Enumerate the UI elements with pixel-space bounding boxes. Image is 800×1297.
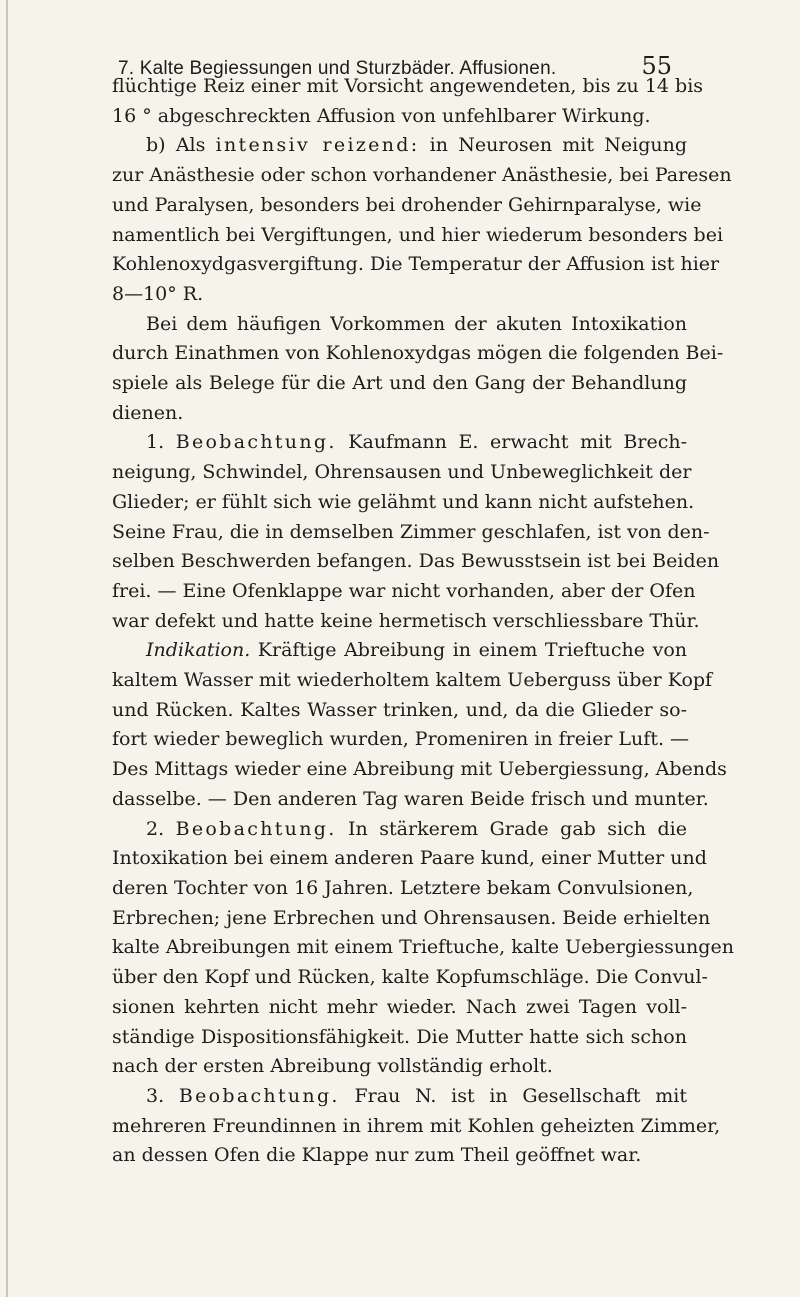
text-fragment: Kaufmann E. erwacht mit Brech- [336, 431, 688, 454]
text-line: deren Tochter von 16 Jahren. Letztere bekam Convulsionen, [112, 876, 694, 899]
spaced-emphasis: Beobachtung. [178, 1084, 340, 1107]
text-line: Glieder; er fühlt sich wie gelähmt und kann nicht aufstehen. [112, 490, 695, 513]
text-line: zur Anästhesie oder schon vorhandener Anästhesie, bei Paresen [112, 164, 732, 187]
body-text [112, 72, 734, 1171]
text-line: dienen. [112, 401, 184, 424]
text-line: nach der ersten Abreibung vollständig erholt. [112, 1055, 553, 1078]
text-line: Erbrechen; jene Erbrechen und Ohrensausen. Beide erhielten [112, 906, 711, 929]
text-line: durch Einathmen von Kohlenoxydgas mögen die folgenden Bei- [112, 342, 724, 365]
text-fragment: In stärkerem Grade gab sich die [336, 817, 687, 840]
text-line: mehreren Freundinnen in ihrem mit Kohlen geheizten Zimmer, [112, 1114, 721, 1137]
running-title: 7. Kalte Begiessungen und Sturzbäder. Affusionen. [118, 58, 557, 79]
text-line: Des Mittags wieder eine Abreibung mit Uebergiessung, Abends [112, 758, 727, 781]
list-marker: 3. [146, 1084, 179, 1107]
text-line [112, 428, 687, 458]
text-line: 8—10° R. [112, 282, 204, 305]
spaced-emphasis: Beobachtung. [175, 817, 337, 840]
text-line [112, 1082, 687, 1112]
text-line: neigung, Schwindel, Ohrensausen und Unbeweglichkeit der [112, 461, 692, 484]
text-fragment: in Neurosen mit Neigung [419, 134, 688, 157]
text-line: selben Beschwerden befangen. Das Bewusstsein ist bei Beiden [112, 550, 720, 573]
text-fragment: Frau N. ist in Gesellschaft mit [339, 1084, 688, 1107]
italic-emphasis: Indikation. [146, 639, 251, 662]
page-number: 55 [641, 52, 672, 80]
text-line: flüchtige Reiz einer mit Vorsicht angewendeten, bis zu 14 bis [112, 75, 704, 97]
spaced-emphasis: Beobachtung. [175, 431, 337, 454]
text-line: Seine Frau, die in demselben Zimmer geschlafen, ist von den- [112, 520, 710, 543]
text-line: ständige Dispositionsfähigkeit. Die Mutter hatte sich schon [112, 1025, 687, 1048]
text-line [112, 636, 687, 666]
text-line [112, 815, 687, 845]
list-marker: 1. [146, 431, 176, 454]
text-line: namentlich bei Vergiftungen, und hier wiederum besonders bei [112, 223, 724, 246]
text-line: kaltem Wasser mit wiederholtem kaltem Ueberguss über Kopf [112, 669, 713, 692]
text-line: frei. — Eine Ofenklappe war nicht vorhanden, aber der Ofen [112, 579, 696, 602]
text-line: dasselbe. — Den anderen Tag waren Beide frisch und munter. [112, 787, 709, 810]
text-line: war defekt und hatte keine hermetisch verschliessbare Thür. [112, 609, 700, 632]
text-line: über den Kopf und Rücken, kalte Kopfumschläge. Die Convul- [112, 966, 708, 989]
text-line: kalte Abreibungen mit einem Trieftuche, kalte Uebergiessungen [112, 936, 734, 959]
spaced-emphasis: intensiv reizend: [215, 134, 420, 157]
text-line [112, 131, 687, 161]
text-line: an dessen Ofen die Klappe nur zum Theil geöffnet war. [112, 1144, 642, 1167]
text-line: 16 ° abgeschreckten Affusion von unfehlbarer Wirkung. [112, 104, 651, 127]
text-line: fort wieder beweglich wurden, Promeniren in freier Luft. — [112, 728, 690, 751]
text-line: und Paralysen, besonders bei drohender Gehirnparalyse, wie [112, 193, 702, 216]
text-line: Bei dem häufigen Vorkommen der akuten Intoxikation [146, 312, 687, 335]
text-line: Kohlenoxydgasvergiftung. Die Temperatur der Affusion ist hier [112, 253, 720, 276]
page-binding-edge [6, 0, 8, 1297]
text-fragment: Kräftige Abreibung in einem Trieftuche von [250, 639, 687, 662]
text-line: und Rücken. Kaltes Wasser trinken, und, da die Glieder so- [112, 698, 687, 721]
text-line: sionen kehrten nicht mehr wieder. Nach zwei Tagen voll- [112, 995, 687, 1018]
text-line: Intoxikation bei einem anderen Paare kund, einer Mutter und [112, 847, 707, 870]
list-marker: b) Als [146, 134, 216, 157]
list-marker: 2. [146, 817, 176, 840]
text-line: spiele als Belege für die Art und den Gang der Behandlung [112, 372, 687, 395]
